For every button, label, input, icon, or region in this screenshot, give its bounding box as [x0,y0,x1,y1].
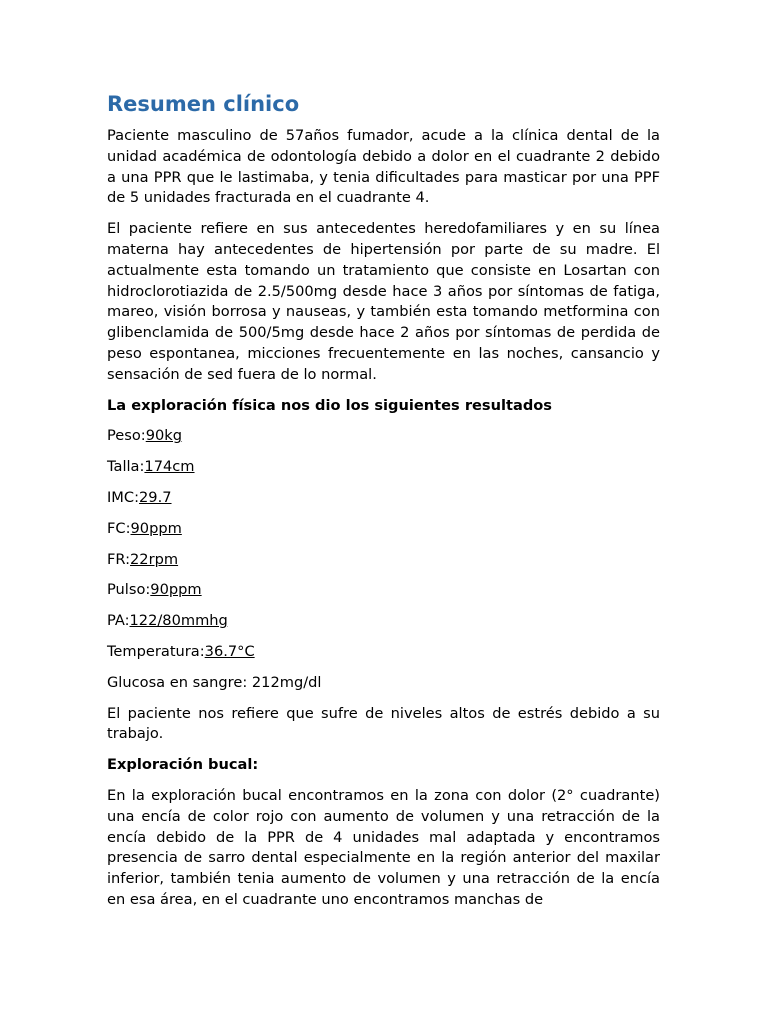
bucal-paragraph: En la exploración bucal encontramos en la zona con dolor (2° cuadrante) una encía de color rojo con aumento de volumen y una retracción de la encía debido de la PPR de 4 unidades mal adaptada y encontramos presencia de sarro dental especialmente en la región anterior del maxilar inferior, también tenia aumento de volumen y una retracción de la encía en esa área, en el cuadrante uno encontramos manchas de [107,786,660,908]
vital-value: 90kg [145,427,183,445]
vital-pa [107,611,660,632]
vital-label: FC: [107,519,131,537]
vital-fc [107,519,660,540]
glucosa-line: Glucosa en sangre: 212mg/dl [107,673,322,691]
vital-label: Talla: [107,458,145,476]
antecedentes-paragraph: El paciente refiere en sus antecedentes heredofamiliares y en su línea materna hay antecedentes de hipertensión por parte de su madre. El actualmente esta tomando un tratamiento que consiste en Losartan con hidroclorotiazida de 2.5/500mg desde hace 3 años por síntomas de fatiga, mareo, visión borrosa y nauseas, y también esta tomando metformina con glibenclamida de 500/5mg desde hace 2 años por síntomas de perdida de peso espontanea, micciones frecuentemente en las noches, cansancio y sensación de sed fuera de lo normal. [107,220,660,383]
vital-value: 36.7°C [204,642,255,660]
vital-value: 174cm [144,458,195,476]
vital-pulso [107,580,660,601]
vital-label: IMC: [107,488,140,506]
document-title: Resumen clínico [107,92,300,116]
vital-label: Pulso: [107,581,151,599]
intro-paragraph: Paciente masculino de 57años fumador, acude a la clínica dental de la unidad académica de odontología debido a dolor en el cuadrante 2 debido a una PPR que le lastimaba, y tenia dificultades para masticar por una PPF de 5 unidades fracturada en el cuadrante 4. [107,127,660,207]
vital-label: PA: [107,612,130,630]
vital-peso [107,426,660,447]
vital-imc [107,488,660,509]
vital-value: 29.7 [139,488,172,506]
vital-value: 122/80mmhg [129,612,228,630]
estres-paragraph: El paciente nos refiere que sufre de niveles altos de estrés debido a su trabajo. [107,704,660,743]
bucal-heading: Exploración bucal: [107,756,259,774]
vital-value: 22rpm [130,550,179,568]
vital-talla [107,457,660,478]
vital-value: 90ppm [130,519,182,537]
vital-temperatura [107,642,660,663]
vital-label: Temperatura: [107,642,205,660]
vital-value: 90ppm [150,581,202,599]
document-page [107,88,660,921]
vital-label: Peso: [107,427,146,445]
vital-label: FR: [107,550,131,568]
vital-fr [107,550,660,571]
exploracion-heading: La exploración física nos dio los siguientes resultados [107,396,552,414]
